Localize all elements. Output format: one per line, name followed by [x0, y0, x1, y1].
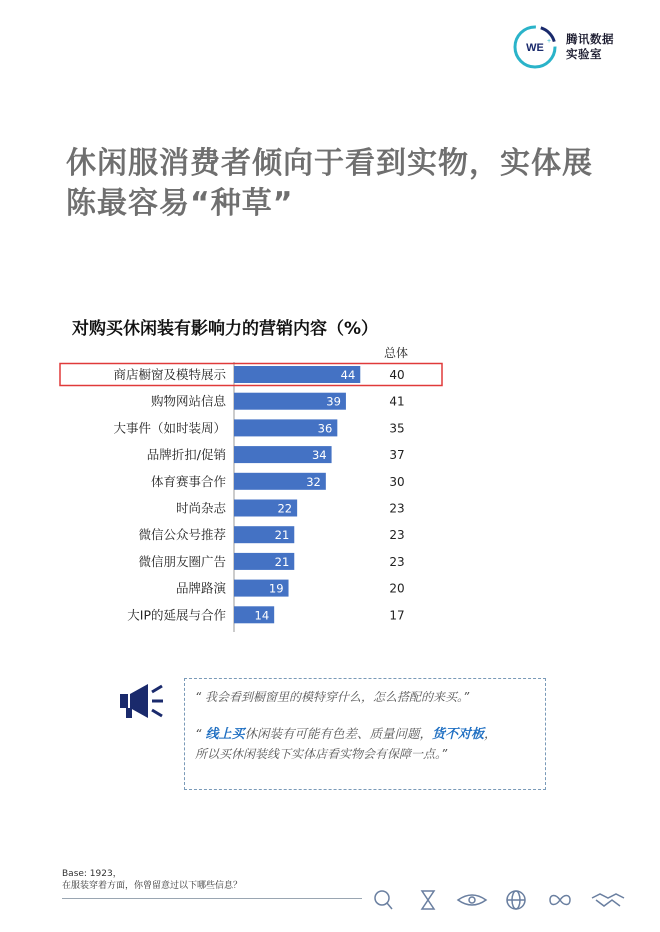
bar-value-label: 32 — [306, 474, 321, 489]
bar-value-label: 39 — [326, 394, 341, 409]
total-value-label: 20 — [389, 581, 405, 596]
brand-line2: 实验室 — [566, 47, 602, 61]
quote-line-2-mid: 休闲装有可能有色差、质量问题， — [244, 726, 432, 741]
bar-value-label: 44 — [340, 368, 356, 382]
quote-highlight-online: 线上买 — [205, 727, 245, 742]
footnote — [62, 868, 242, 892]
logo-mark-text: WE — [526, 42, 544, 54]
total-value-label: 23 — [389, 528, 405, 543]
category-label: 微信公众号推荐 — [138, 527, 226, 543]
headline-line1: 休闲服消费者倾向于看到实物，实体展 — [66, 146, 593, 181]
bar-value-label: 36 — [317, 421, 333, 436]
chart-title: 对购买休闲装有影响力的营销内容（%） — [72, 319, 379, 339]
category-label: 品牌路演 — [175, 580, 226, 596]
hourglass-icon — [422, 891, 434, 909]
brand-line1: 腾讯数据 — [566, 32, 614, 46]
quote-line-2-end: ， — [484, 726, 497, 741]
bar-value-label: 14 — [254, 608, 270, 623]
bar-value-label: 21 — [274, 528, 290, 543]
total-value-label: 17 — [389, 608, 405, 623]
megaphone-icon — [118, 682, 164, 722]
category-label: 大事件（如时装周） — [113, 420, 226, 436]
quote-box — [184, 678, 546, 790]
quote-open-mark: “ — [195, 726, 202, 741]
bar-value-label: 34 — [311, 448, 327, 463]
quote-line-2 — [195, 723, 497, 742]
total-value-label: 23 — [389, 554, 405, 569]
quote-line-3: 所以买休闲装线下实体店看实物会有保障一点。” — [195, 747, 448, 761]
category-label: 微信朋友圈广告 — [138, 553, 226, 569]
total-value-label: 30 — [389, 474, 405, 489]
footer-divider — [62, 898, 362, 899]
total-column-header: 总体 — [384, 346, 409, 360]
category-label: 商店橱窗及模特展示 — [113, 367, 226, 382]
total-value-label: 40 — [389, 368, 405, 382]
infinity-icon — [550, 896, 570, 905]
footer-icon-row — [370, 888, 630, 912]
quote-highlight-mismatch: 货不对板 — [432, 727, 485, 742]
footnote-question: 在服装穿着方面，你曾留意过以下哪些信息？ — [62, 881, 243, 891]
bar-value-label: 22 — [277, 501, 293, 516]
handshake-icon — [592, 894, 624, 906]
category-label: 时尚杂志 — [175, 500, 226, 516]
svg-text:+: + — [547, 38, 552, 45]
category-label: 购物网站信息 — [150, 393, 226, 409]
bar-value-label: 19 — [268, 581, 284, 596]
globe-icon — [507, 891, 525, 909]
footnote-base: Base: 1923， — [62, 869, 122, 879]
total-value-label: 41 — [389, 394, 405, 409]
category-label: 品牌折扣/促销 — [146, 447, 226, 463]
total-value-label: 35 — [389, 421, 405, 436]
category-label: 大IP的延展与合作 — [127, 607, 226, 623]
quote-line-1: “ 我会看到橱窗里的模特穿什么，怎么搭配的来买。” — [195, 690, 470, 704]
total-value-label: 37 — [389, 448, 405, 463]
headline-line2: 陈最容易“种草” — [66, 186, 294, 221]
eye-icon — [458, 895, 486, 905]
category-label: 体育赛事合作 — [150, 473, 226, 489]
bar-value-label: 21 — [274, 554, 290, 569]
total-value-label: 23 — [389, 501, 405, 516]
search-icon — [375, 891, 392, 909]
